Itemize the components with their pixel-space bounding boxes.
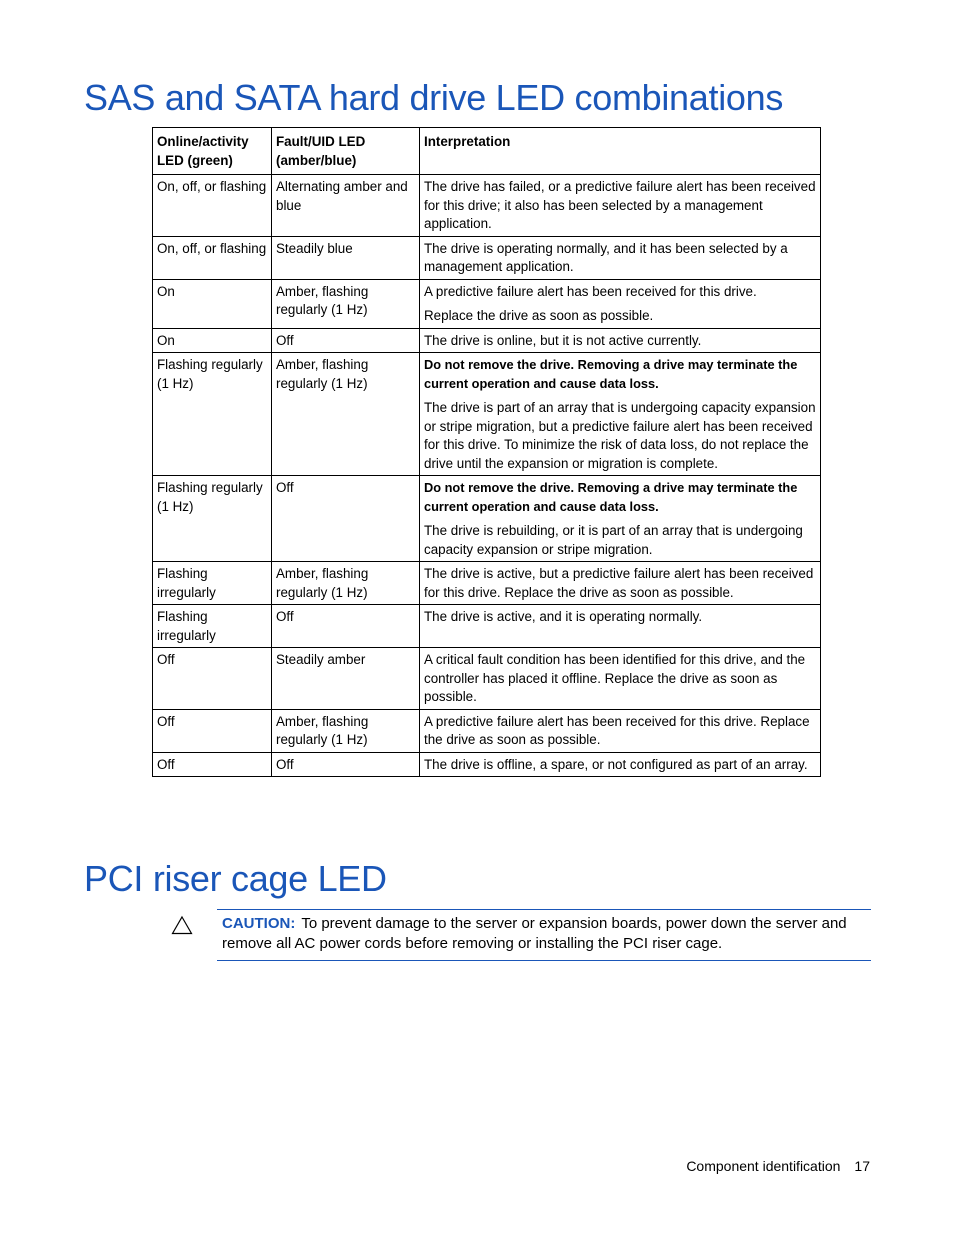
cell-interpretation — [420, 236, 821, 279]
table-row — [153, 709, 821, 752]
cell-fault-uid: Amber, flashing regularly (1 Hz) — [272, 562, 420, 605]
interpretation-text: The drive is active, but a predictive failure alert has been received for this drive. Replace the drive as soon as possible. — [424, 566, 814, 600]
table-row — [153, 752, 821, 777]
section-title-led-combinations: SAS and SATA hard drive LED combinations — [84, 77, 784, 118]
interpretation-text: The drive is operating normally, and it has been selected by a management application. — [424, 240, 788, 274]
interpretation-text: The drive is part of an array that is undergoing capacity expansion or stripe migration, but a predictive failure alert has been received for this drive. To minimize the risk of data loss, do not replace the drive until the expansion or migration is complete. — [424, 400, 816, 471]
caution-note — [217, 909, 871, 961]
cell-online-activity: On — [153, 328, 272, 353]
cell-fault-uid: Steadily amber — [272, 648, 420, 710]
table-row — [153, 648, 821, 710]
cell-interpretation — [420, 752, 821, 777]
caution-text: To prevent damage to the server or expansion boards, power down the server and remove all AC power cords before removing or installing the PCI riser cage. — [222, 915, 847, 952]
table-row — [153, 328, 821, 353]
cell-fault-uid: Off — [272, 328, 420, 353]
cell-online-activity: Off — [153, 709, 272, 752]
table-row — [153, 279, 821, 328]
cell-interpretation — [420, 279, 821, 328]
cell-interpretation — [420, 709, 821, 752]
interpretation-text: A critical fault condition has been identified for this drive, and the controller has placed it offline. Replace the drive as soon as possible. — [424, 652, 806, 704]
interpretation-text: A predictive failure alert has been received for this drive. — [424, 283, 757, 299]
table-row — [153, 476, 821, 562]
cell-online-activity: Flashing irregularly — [153, 562, 272, 605]
footer-section-name: Component identification — [686, 1158, 841, 1174]
cell-interpretation — [420, 605, 821, 648]
cell-interpretation — [420, 562, 821, 605]
section-title-pci-riser: PCI riser cage LED — [84, 858, 387, 899]
cell-online-activity: Flashing regularly (1 Hz) — [153, 476, 272, 562]
cell-interpretation — [420, 476, 821, 562]
interpretation-text: Replace the drive as soon as possible. — [424, 308, 654, 323]
cell-fault-uid: Amber, flashing regularly (1 Hz) — [272, 279, 420, 328]
table-row — [153, 175, 821, 237]
page-number: 17 — [854, 1158, 870, 1174]
cell-online-activity: On, off, or flashing — [153, 236, 272, 279]
interpretation-text: The drive is online, but it is not active currently. — [424, 332, 702, 348]
cell-fault-uid: Off — [272, 476, 420, 562]
cell-online-activity: Flashing regularly (1 Hz) — [153, 353, 272, 476]
cell-interpretation — [420, 353, 821, 476]
cell-interpretation — [420, 328, 821, 353]
led-combinations-table — [152, 127, 821, 777]
interpretation-text: The drive is offline, a spare, or not configured as part of an array. — [424, 756, 808, 772]
cell-interpretation — [420, 175, 821, 237]
header-online-activity: Online/activity LED (green) — [153, 128, 272, 175]
table-row — [153, 605, 821, 648]
cell-online-activity: Off — [153, 752, 272, 777]
cell-online-activity: Off — [153, 648, 272, 710]
warning-triangle-icon — [171, 915, 193, 935]
table-body — [153, 175, 821, 777]
cell-online-activity: Flashing irregularly — [153, 605, 272, 648]
interpretation-text: The drive has failed, or a predictive failure alert has been received for this drive; it also has been selected by a management application. — [424, 179, 816, 231]
table-row — [153, 236, 821, 279]
cell-interpretation — [420, 648, 821, 710]
cell-online-activity: On, off, or flashing — [153, 175, 272, 237]
cell-fault-uid: Off — [272, 752, 420, 777]
interpretation-text: A predictive failure alert has been received for this drive. Replace the drive as soon as possible. — [424, 713, 810, 747]
caution-label: CAUTION: — [222, 915, 296, 932]
cell-fault-uid: Amber, flashing regularly (1 Hz) — [272, 353, 420, 476]
table-header-row — [153, 128, 821, 175]
interpretation-text: The drive is rebuilding, or it is part of an array that is undergoing capacity expansion or stripe migration. — [424, 523, 803, 557]
header-interpretation: Interpretation — [420, 128, 821, 175]
interpretation-text: The drive is active, and it is operating normally. — [424, 609, 703, 624]
table-row — [153, 353, 821, 476]
page-footer — [686, 1158, 870, 1174]
cell-fault-uid: Amber, flashing regularly (1 Hz) — [272, 709, 420, 752]
cell-fault-uid: Steadily blue — [272, 236, 420, 279]
cell-fault-uid: Alternating amber and blue — [272, 175, 420, 237]
drive-removal-warning: Do not remove the drive. Removing a drive may terminate the current operation and cause data loss. — [424, 480, 798, 514]
cell-fault-uid: Off — [272, 605, 420, 648]
cell-online-activity: On — [153, 279, 272, 328]
table-row — [153, 562, 821, 605]
header-fault-uid: Fault/UID LED (amber/blue) — [272, 128, 420, 175]
drive-removal-warning: Do not remove the drive. Removing a drive may terminate the current operation and cause data loss. — [424, 357, 798, 391]
